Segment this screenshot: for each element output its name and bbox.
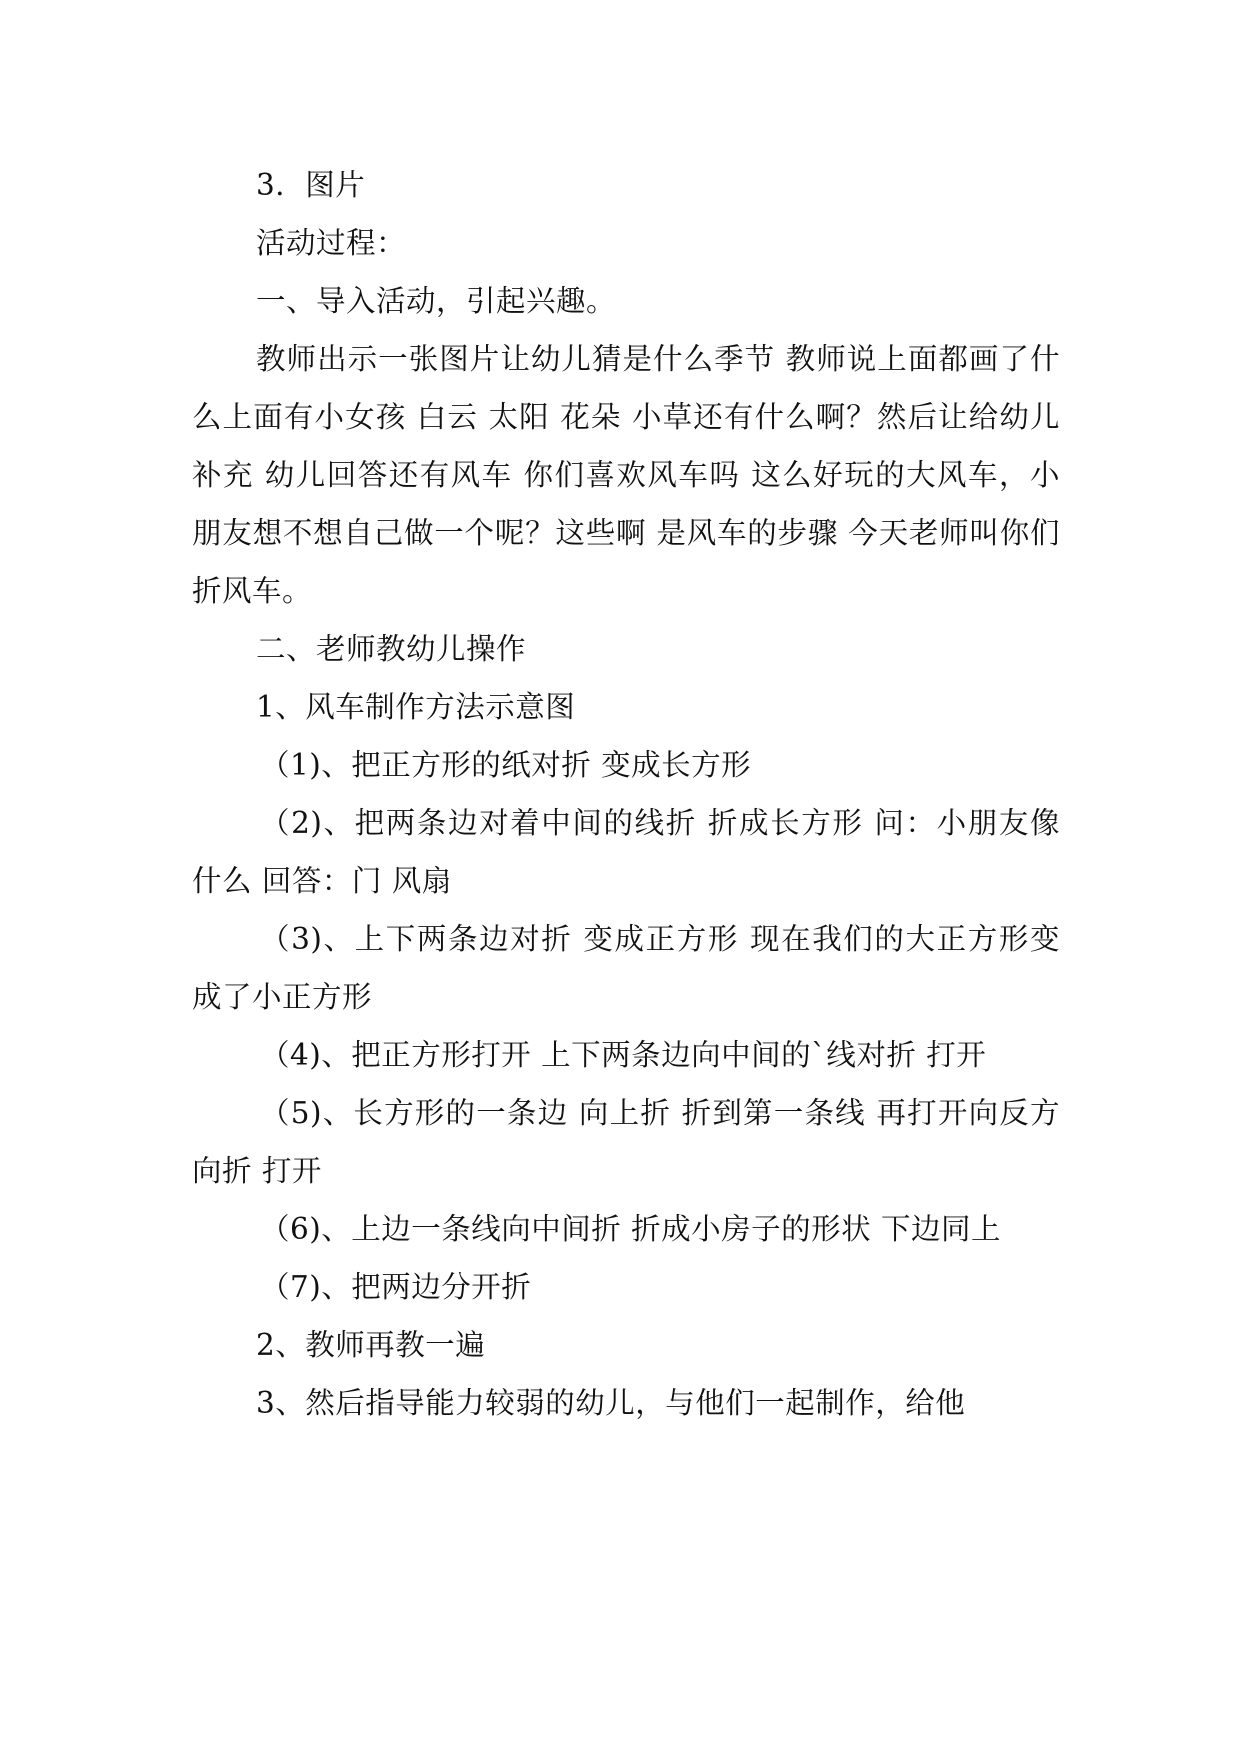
fold-step-5: （5)、长方形的一条边 向上折 折到第一条线 再打开向反方向折 打开 — [192, 1096, 1060, 1188]
fold-step-1: （1)、把正方形的纸对折 变成长方形 — [260, 748, 752, 782]
document-body — [192, 156, 1060, 1432]
section-heading-activity-process: 活动过程： — [256, 226, 407, 260]
step-heading-teacher-demo: 二、老师教幼儿操作 — [256, 632, 527, 666]
materials-item-pictures: 3．图片 — [256, 168, 366, 202]
fold-step-6: （6)、上边一条线向中间折 折成小房子的形状 下边同上 — [260, 1212, 1002, 1246]
fold-step-2: （2)、把两条边对着中间的线折 折成长方形 问：小朋友像什么 回答：门 风扇 — [192, 806, 1060, 898]
step-teach-again: 2、教师再教一遍 — [256, 1328, 486, 1362]
step-heading-introduction: 一、导入活动，引起兴趣。 — [256, 284, 617, 318]
step-guide-weaker-children: 3、然后指导能力较弱的幼儿，与他们一起制作，给他 — [256, 1386, 966, 1420]
fold-step-3: （3)、上下两条边对折 变成正方形 现在我们的大正方形变成了小正方形 — [192, 922, 1060, 1014]
sub-heading-pinwheel-diagram: 1、风车制作方法示意图 — [256, 690, 576, 724]
intro-paragraph: 教师出示一张图片让幼儿猜是什么季节 教师说上面都画了什么上面有小女孩 白云 太阳 花朵 小草还有什么啊？然后让给幼儿补充 幼儿回答还有风车 你们喜欢风车吗 这么好玩的大风车，小朋友想不想自己做一个呢？这些啊 是风车的步骤 今天老师叫你们折风车。 — [192, 342, 1060, 608]
fold-step-4: （4)、把正方形打开 上下两条边向中间的`线对折 打开 — [260, 1038, 987, 1072]
fold-step-7: （7)、把两边分开折 — [260, 1270, 532, 1304]
